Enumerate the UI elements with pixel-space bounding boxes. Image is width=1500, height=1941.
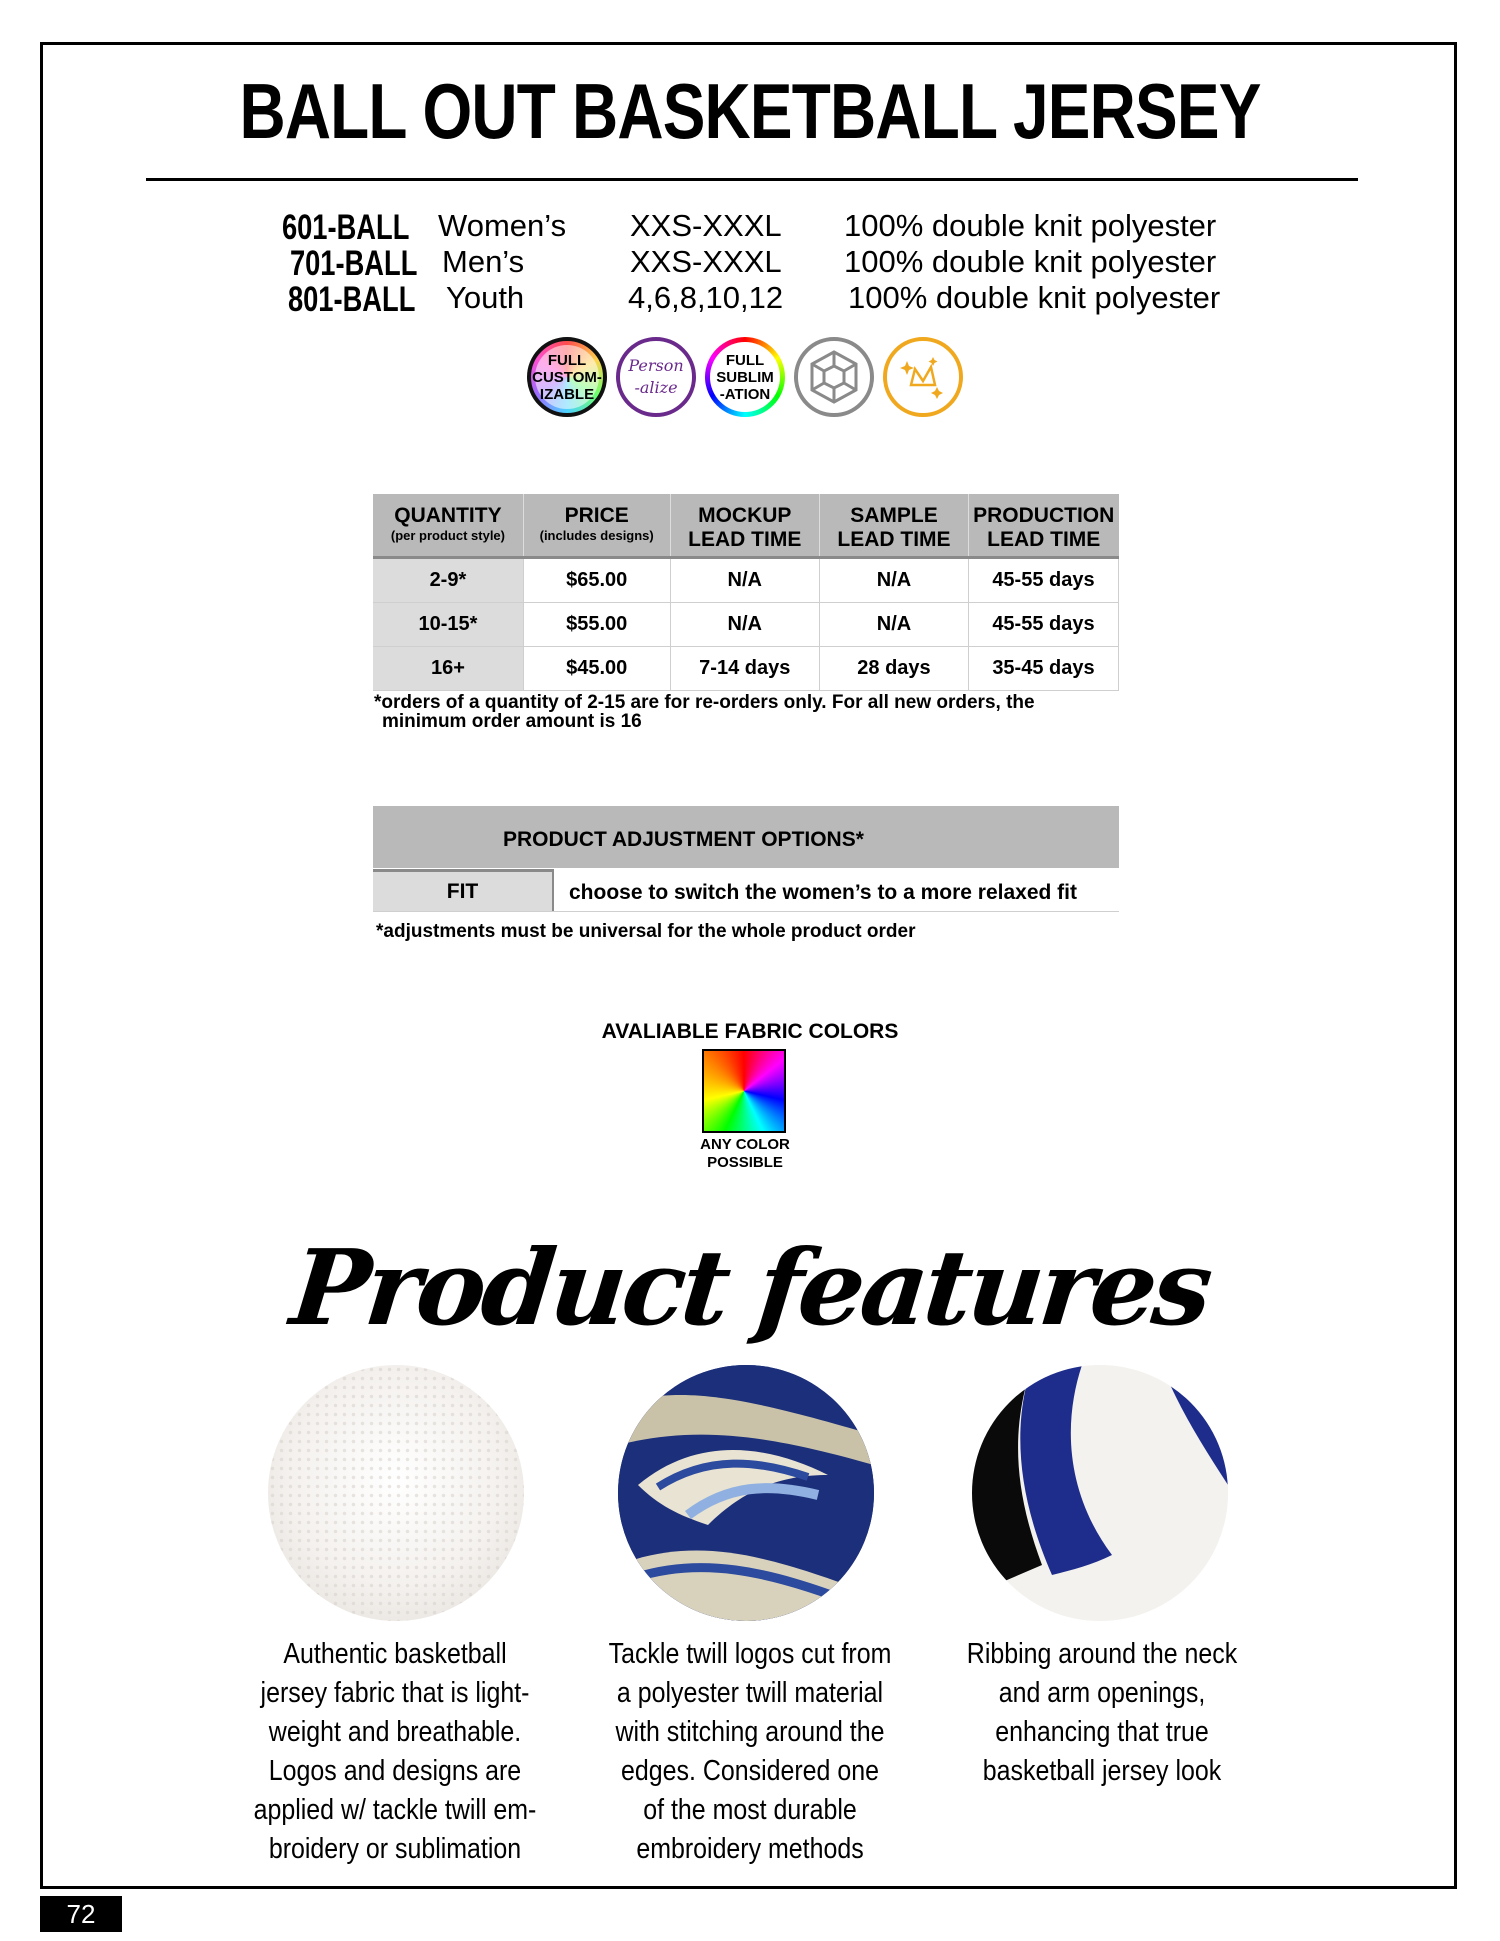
feature-caption-ribbing: Ribbing around the neck and arm openings, enhancing that true basketball jersey look [966,1638,1238,1787]
product-sizes: XXS-XXXL [630,244,782,279]
product-code: 801-BALL [287,280,416,319]
pricing-header-row [373,494,1119,558]
quantity-header: QUANTITY (per product style) [373,494,523,558]
page-number: 72 [40,1896,122,1932]
product-gender: Women’s [438,208,567,243]
color-wheel-swatch [702,1049,786,1133]
product-material: 100% double knit polyester [848,280,1221,315]
product-code: 601-BALL [281,208,410,247]
full-sublimation-badge: FULL SUBLIM -ATION [705,337,785,417]
full-customizable-badge: FULL CUSTOM- IZABLE [527,337,607,417]
product-material: 100% double knit polyester [844,208,1217,243]
product-code: 701-BALL [289,244,418,283]
price-cell: $55.00 [523,603,670,647]
price-header: PRICE (includes designs) [523,494,670,558]
features-title: Product features [285,1226,1215,1349]
quantity-cell: 2-9* [373,558,523,603]
product-sizes: XXS-XXXL [630,208,782,243]
feature-caption-fabric: Authentic basketball jersey fabric that is light- weight and breathable. Logos and designs are applied w/ tackle twill em- broidery or sublimation [253,1638,537,1865]
jersey-fabric-image [268,1365,524,1621]
production-header: PRODUCTION LEAD TIME [968,494,1118,558]
sample-cell: N/A [820,603,969,647]
table-row [373,647,1119,691]
mockup-cell: N/A [670,558,820,603]
price-cell: $65.00 [523,558,670,603]
production-cell: 45-55 days [968,603,1118,647]
hexagon-mesh-icon [794,337,874,417]
price-cell: $45.00 [523,647,670,691]
mockup-cell: 7-14 days [670,647,820,691]
tackle-twill-image [618,1365,874,1621]
sample-header: SAMPLE LEAD TIME [820,494,969,558]
production-cell: 45-55 days [968,558,1118,603]
ribbing-image [972,1365,1228,1621]
pricing-table [373,494,1119,691]
personalize-badge: Person -alize [616,337,696,417]
table-row [373,558,1119,603]
table-row [373,603,1119,647]
sample-cell: 28 days [820,647,969,691]
product-sizes: 4,6,8,10,12 [628,280,784,315]
production-cell: 35-45 days [968,647,1118,691]
sample-cell: N/A [820,558,969,603]
adjustment-note: *adjustments must be universal for the whole product order [376,921,916,942]
adjustment-header: PRODUCT ADJUSTMENT OPTIONS* [373,806,1119,868]
quantity-cell: 10-15* [373,603,523,647]
pricing-note-line2: minimum order amount is 16 [382,711,642,732]
feature-caption-tackle-twill: Tackle twill logos cut from a polyester twill material with stitching around the edges. Considered one of the most durable embroidery methods [608,1638,892,1865]
adjustment-label: FIT [373,869,554,911]
sparkle-icon [883,337,963,417]
page-title: BALL OUT BASKETBALL JERSEY [239,67,1261,155]
fabric-colors-title: AVALIABLE FABRIC COLORS [601,1020,899,1043]
product-gender: Youth [446,280,525,315]
swatch-label: ANY COLOR POSSIBLE [700,1136,790,1171]
pricing-note-line1: *orders of a quantity of 2-15 are for re-orders only. For all new orders, the [374,692,1035,713]
adjustment-value: choose to switch the women’s to a more relaxed fit [569,881,1077,904]
product-material: 100% double knit polyester [844,244,1217,279]
title-divider [146,178,1358,181]
quantity-cell: 16+ [373,647,523,691]
mockup-cell: N/A [670,603,820,647]
mockup-header: MOCKUP LEAD TIME [670,494,820,558]
adjustment-row [373,869,1119,912]
product-gender: Men’s [442,244,525,279]
